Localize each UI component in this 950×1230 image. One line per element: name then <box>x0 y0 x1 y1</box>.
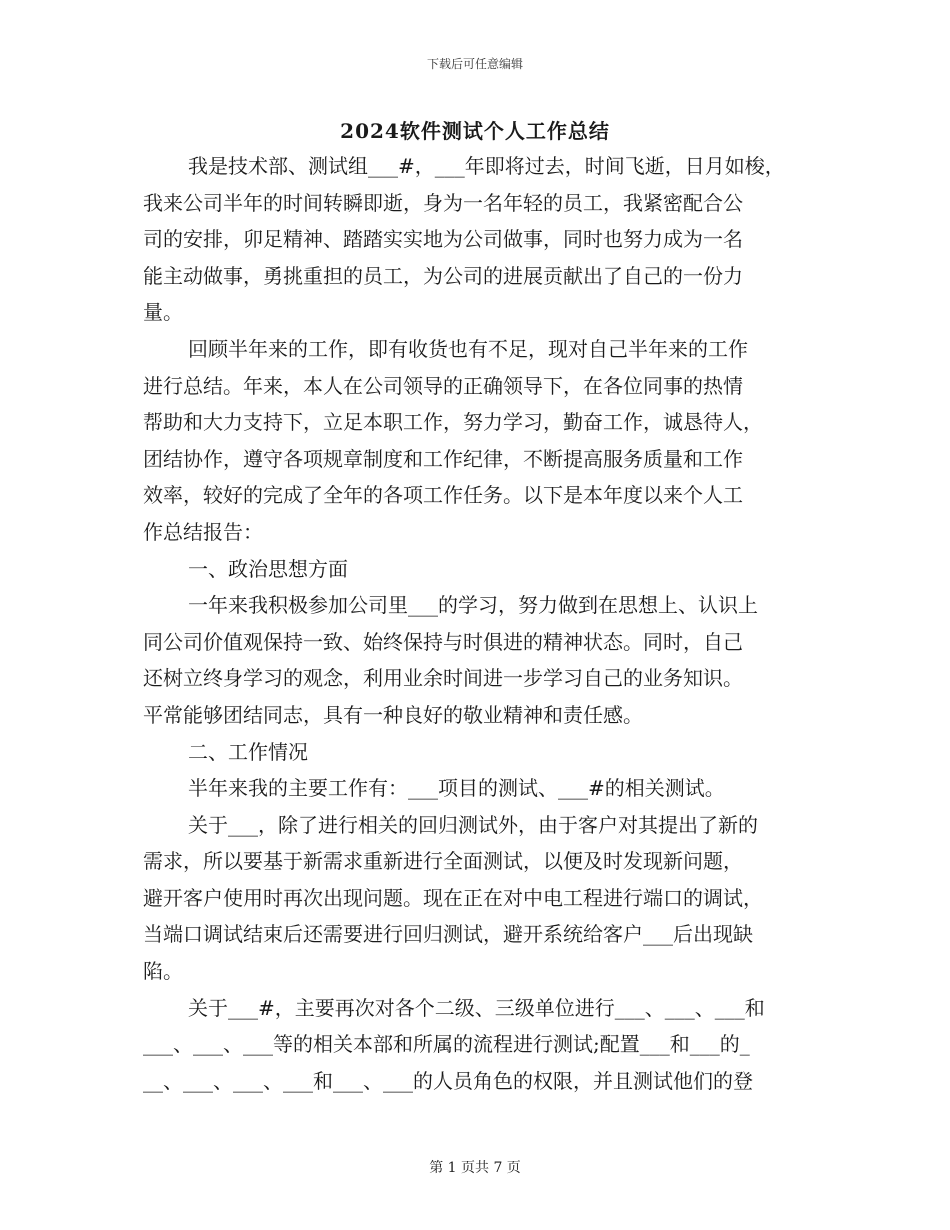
body-line: 需求，所以要基于新需求重新进行全面测试，以便及时发现新问题， <box>143 849 743 874</box>
body-line: 团结协作，遵守各项规章制度和工作纪律，不断提高服务质量和工作 <box>143 446 743 471</box>
body-line: 半年来我的主要工作有：___项目的测试、___#的相关测试。 <box>188 776 725 801</box>
document-body <box>143 148 813 1099</box>
body-line: 回顾半年来的工作，即有收货也有不足，现对自己半年来的工作 <box>188 336 748 361</box>
document-title: 2024软件测试个人工作总结 <box>340 119 610 143</box>
body-line: 一、政治思想方面 <box>188 556 348 581</box>
body-line: 还树立终身学习的观念，利用业余时间进一步学习自己的业务知识。 <box>143 666 743 691</box>
body-line: 二、工作情况 <box>188 739 308 764</box>
body-line: 我来公司半年的时间转瞬即逝，身为一名年轻的员工，我紧密配合公 <box>143 190 743 215</box>
header-note: 下载后可任意编辑 <box>426 57 523 71</box>
body-line: 当端口调试结束后还需要进行回归测试，避开系统给客户___后出现缺 <box>143 922 753 947</box>
body-line: 量。 <box>143 300 183 325</box>
body-line: 司的安排，卯足精神、踏踏实实地为公司做事，同时也努力成为一名 <box>143 227 743 252</box>
body-line: 效率，较好的完成了全年的各项工作任务。以下是本年度以来个人工 <box>143 483 743 508</box>
body-line: ___、___、___等的相关本部和所属的流程进行测试;配置___和___的_ <box>143 1032 750 1057</box>
page-number: 第 1 页共 7 页 <box>429 1160 521 1176</box>
body-line: 一年来我积极参加公司里___的学习，努力做到在思想上、认识上 <box>188 593 758 618</box>
body-line: 关于___#，主要再次对各个二级、三级单位进行___、___、___和 <box>188 995 765 1020</box>
body-line: 帮助和大力支持下，立足本职工作，努力学习，勤奋工作，诚恳待人， <box>143 410 763 435</box>
body-line: 我是技术部、测试组___#，___年即将过去，时间飞逝，日月如梭， <box>188 154 785 178</box>
body-line: 陷。 <box>143 959 183 984</box>
body-line: 作总结报告： <box>143 519 263 544</box>
body-line: 能主动做事，勇挑重担的员工，为公司的进展贡献出了自己的一份力 <box>143 263 743 288</box>
body-line: 进行总结。年来，本人在公司领导的正确领导下，在各位同事的热情 <box>143 373 743 398</box>
body-line: 同公司价值观保持一致、始终保持与时俱进的精神状态。同时，自己 <box>143 629 743 654</box>
body-line: 关于___，除了进行相关的回归测试外，由于客户对其提出了新的 <box>188 812 758 837</box>
body-line: 避开客户使用时再次出现问题。现在正在对中电工程进行端口的调试， <box>143 885 763 910</box>
body-line: __、___、___、___和___、___的人员角色的权限，并且测试他们的登 <box>143 1068 753 1093</box>
body-line: 平常能够团结同志，具有一种良好的敬业精神和责任感。 <box>143 702 643 727</box>
